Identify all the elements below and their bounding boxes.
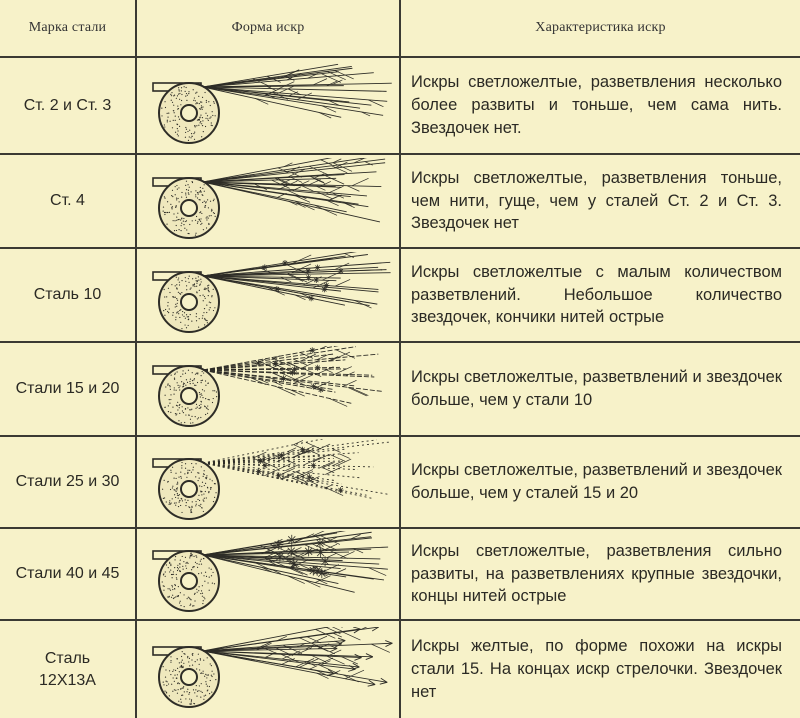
- spark-many-stars-icon: [143, 439, 393, 525]
- spark-shape-cell: [137, 343, 401, 435]
- header-grade-cell: [0, 0, 137, 56]
- grade-cell: [0, 621, 137, 718]
- header-shape: Форма искр: [231, 20, 305, 35]
- spark-few-branches-icon: [143, 252, 393, 338]
- description-cell: [401, 343, 800, 435]
- spark-more-stars-icon: [143, 346, 393, 432]
- table-row: [0, 437, 800, 529]
- table-row: [0, 529, 800, 621]
- grade-cell: [0, 155, 137, 247]
- description-text: Искры светложелтые, разветвлений и звездочек больше, чем у сталей 15 и 20: [411, 461, 782, 502]
- table-row: [0, 155, 800, 249]
- description-text: Искры светложелтые, разветвлений и звездочек больше, чем у стали 10: [411, 368, 782, 409]
- description-text: Искры светложелтые, разветвления тоньше, чем нити, гуще, чем у сталей Ст. 2 и Ст. 3. Звездочек нет: [411, 168, 782, 233]
- header-characteristic: Характеристика искр: [535, 20, 666, 35]
- header-grade: Марка стали: [28, 20, 107, 35]
- description-cell: [401, 155, 800, 247]
- description-cell: [401, 249, 800, 341]
- spark-shape-cell: [137, 529, 401, 619]
- grade-label: Стали 25 и 30: [15, 473, 120, 491]
- description-cell: [401, 437, 800, 527]
- description-cell: [401, 58, 800, 153]
- grade-cell: [0, 58, 137, 153]
- spark-dense-branches-icon: [143, 158, 393, 244]
- grade-label: Ст. 2 и Ст. 3: [23, 96, 112, 114]
- table-row: [0, 249, 800, 343]
- description-text: Искры светложелтые, разветвления сильно развиты, на разветвлениях крупные звездочки, концы нитей острые: [411, 541, 782, 606]
- grade-cell: [0, 437, 137, 527]
- spark-shape-cell: [137, 155, 401, 247]
- description-cell: [401, 621, 800, 718]
- spark-shape-cell: [137, 249, 401, 341]
- header-characteristic-cell: [401, 0, 800, 56]
- grade-cell: [0, 249, 137, 341]
- grade-label: Стали 15 и 20: [15, 380, 120, 398]
- table-row: [0, 343, 800, 437]
- grade-label: Сталь 12Х13А: [39, 649, 96, 689]
- spark-arrow-tips-icon: [143, 627, 393, 713]
- grade-cell: [0, 343, 137, 435]
- spark-large-stars-icon: [143, 531, 393, 617]
- description-cell: [401, 529, 800, 619]
- table-header: [0, 0, 800, 58]
- table-row: [0, 621, 800, 718]
- header-shape-cell: [137, 0, 401, 56]
- description-text: Искры светложелтые с малым количеством разветвлений. Небольшое количество звездочек, кончики нитей острые: [411, 262, 782, 327]
- grade-label: Стали 40 и 45: [15, 565, 120, 583]
- grade-label: Ст. 4: [50, 192, 85, 210]
- grade-label: Сталь 10: [33, 286, 102, 304]
- table-row: [0, 58, 800, 155]
- spark-shape-cell: [137, 437, 401, 527]
- spark-shape-cell: [137, 621, 401, 718]
- spark-thin-branches-icon: [143, 63, 393, 149]
- spark-shape-cell: [137, 58, 401, 153]
- description-text: Искры светложелтые, разветвления несколько более развиты и тоньше, чем сама нить. Звездочек нет.: [411, 73, 782, 137]
- grade-cell: [0, 529, 137, 619]
- description-text: Искры желтые, по форме похожи на искры стали 15. На концах искр стрелочки. Звездочек нет: [411, 637, 782, 701]
